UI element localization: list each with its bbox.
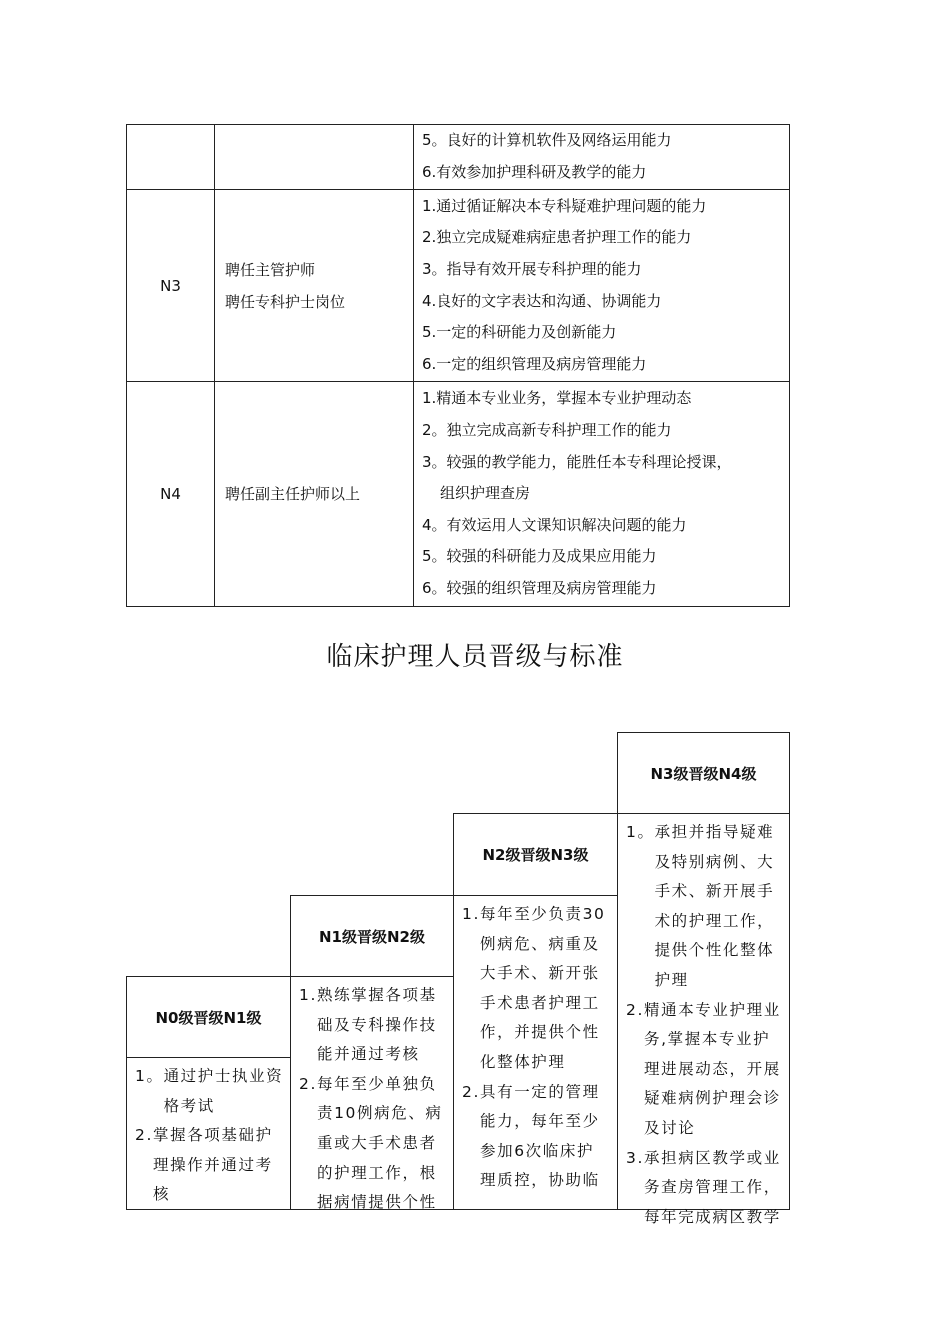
ability-line: 组织护理查房 (440, 484, 531, 503)
promotion-step-n0-n1 (126, 976, 291, 1210)
ability-line: 6。较强的组织管理及病房管理能力 (422, 578, 657, 597)
step-heading: N1级晋级N2级 (291, 896, 453, 977)
criteria-text: 承担并指导疑难及特别病例、大手术、新开展手术的护理工作，提供个性化整体护理 (654, 823, 775, 989)
ability-line: 5。较强的科研能力及成果应用能力 (422, 547, 657, 566)
position-cell (215, 125, 414, 190)
table-row (127, 190, 790, 382)
criteria-number: 1. (299, 986, 317, 1004)
criteria-text: 每年至少负责30例病危、病重及大手术、新开张手术患者护理工作，并提供个性化整体护理 (480, 905, 606, 1071)
ability-line: 1.精通本专业业务，掌握本专业护理动态 (422, 389, 692, 408)
level-cell (127, 125, 215, 190)
ability-cell (414, 125, 790, 190)
ability-cell (414, 190, 790, 382)
level-cell: N4 (127, 382, 215, 607)
level-cell: N3 (127, 190, 215, 382)
ability-line: 4。有效运用人文课知识解决问题的能力 (422, 515, 687, 534)
criteria-text: 精通本专业护理业务,掌握本专业护理进展动态，开展疑难病例护理会诊及讨论 (644, 1000, 781, 1137)
table-row (127, 382, 790, 607)
ability-line: 1.通过循证解决本专科疑难护理问题的能力 (422, 196, 707, 215)
position-cell (215, 190, 414, 382)
criteria-item (462, 1078, 611, 1196)
criteria-item (626, 996, 783, 1144)
position-cell (215, 382, 414, 607)
criteria-item (135, 1062, 284, 1121)
criteria-number: 1. (462, 905, 480, 923)
step-heading: N0级晋级N1级 (127, 977, 290, 1058)
criteria-number: 2. (299, 1074, 317, 1093)
criteria-number: 2. (626, 1000, 644, 1019)
ability-line: 5.一定的科研能力及创新能力 (422, 323, 617, 342)
criteria-item (626, 818, 783, 996)
ability-line: 2。独立完成高新专科护理工作的能力 (422, 421, 672, 440)
promotion-step-n3-n4 (617, 732, 790, 1226)
criteria-number: 2. (135, 1126, 153, 1145)
criteria-number: 1。 (626, 823, 655, 841)
ability-cell (414, 382, 790, 607)
step-heading: N3级晋级N4级 (618, 733, 789, 814)
step-heading: N2级晋级N3级 (454, 814, 617, 896)
table-row (127, 125, 790, 190)
step-body (291, 977, 453, 1212)
ability-line: 3。指导有效开展专科护理的能力 (422, 259, 642, 278)
criteria-item (299, 1070, 447, 1218)
criteria-item (299, 981, 447, 1070)
ability-line: 3。较强的教学能力，能胜任本专科理论授课， (422, 452, 732, 471)
position-line: 聘任专科护士岗位 (225, 292, 346, 311)
promotion-step-n2-n3 (453, 813, 618, 1210)
criteria-number: 1。 (135, 1067, 164, 1085)
promotion-step-n1-n2 (290, 895, 454, 1210)
criteria-text: 承担病区教学或业务查房管理工作，每年完成病区教学 (644, 1148, 781, 1226)
position-line: 聘任主管护师 (225, 260, 316, 279)
criteria-item (626, 1144, 783, 1233)
ability-line: 6.有效参加护理科研及教学的能力 (422, 163, 647, 181)
criteria-text: 掌握各项基础护理操作并通过考核 (153, 1126, 273, 1204)
ability-line: 6.一定的组织管理及病房管理能力 (422, 354, 647, 373)
ability-line: 2.独立完成疑难病症患者护理工作的能力 (422, 228, 692, 247)
criteria-text: 熟练掌握各项基础及专科操作技能并通过考核 (317, 986, 437, 1064)
ability-line: 5。良好的计算机软件及网络运用能力 (422, 131, 672, 150)
ability-line: 4.良好的文字表达和沟通、协调能力 (422, 291, 662, 310)
section-title: 临床护理人员晋级与标准 (326, 642, 624, 672)
criteria-text: 通过护士执业资格考试 (163, 1067, 284, 1115)
criteria-number: 3. (626, 1148, 644, 1167)
criteria-number: 2. (462, 1082, 480, 1101)
criteria-text: 具有一定的管理能力，每年至少参加6次临床护理质控，协助临 (480, 1082, 600, 1190)
criteria-item (462, 900, 611, 1078)
level-ability-table (126, 124, 790, 607)
position-line: 聘任副主任护师以上 (225, 485, 361, 503)
criteria-text: 每年至少单独负责10例病危、病重或大手术患者的护理工作，根据病情提供个性 (317, 1074, 443, 1212)
step-body (127, 1058, 290, 1210)
step-body (618, 814, 789, 1226)
criteria-item (135, 1121, 284, 1210)
step-body (454, 896, 617, 1204)
